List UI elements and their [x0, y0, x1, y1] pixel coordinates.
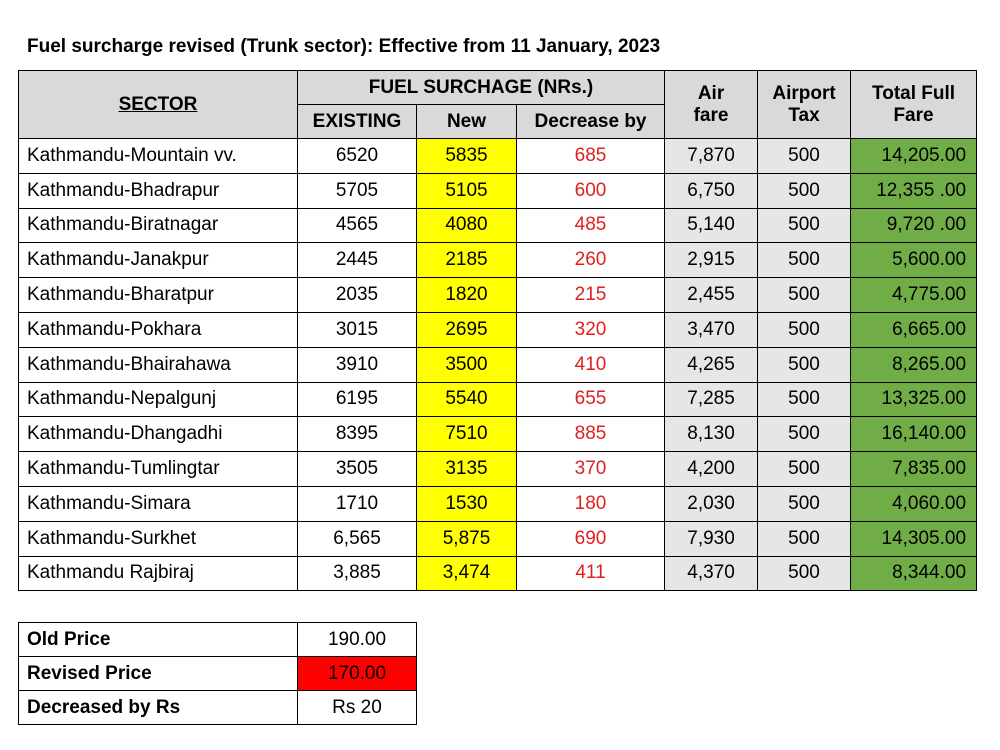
header-sector: SECTOR — [19, 71, 298, 139]
old-price-label: Old Price — [19, 623, 298, 657]
total-cell: 14,305.00 — [851, 521, 977, 556]
new-cell: 3,474 — [417, 556, 517, 591]
page-title: Fuel surcharge revised (Trunk sector): Effective from 11 January, 2023 — [27, 36, 661, 57]
existing-cell: 6520 — [298, 139, 417, 174]
old-price-value: 190.00 — [298, 623, 417, 657]
new-cell: 1530 — [417, 486, 517, 521]
decrease-cell: 370 — [517, 452, 665, 487]
decrease-cell: 411 — [517, 556, 665, 591]
decrease-cell: 685 — [517, 139, 665, 174]
total-cell: 5,600.00 — [851, 243, 977, 278]
table-row — [19, 347, 977, 382]
decrease-cell: 690 — [517, 521, 665, 556]
table-row — [19, 139, 977, 174]
air-fare-cell: 2,915 — [665, 243, 758, 278]
table-row — [19, 278, 977, 313]
air-fare-cell: 2,455 — [665, 278, 758, 313]
new-cell: 3500 — [417, 347, 517, 382]
existing-cell: 3505 — [298, 452, 417, 487]
decrease-cell: 485 — [517, 208, 665, 243]
total-cell: 4,060.00 — [851, 486, 977, 521]
decrease-cell: 260 — [517, 243, 665, 278]
air-fare-cell: 6,750 — [665, 173, 758, 208]
table-row — [19, 312, 977, 347]
table-row — [19, 208, 977, 243]
air-fare-cell: 4,370 — [665, 556, 758, 591]
sector-cell: Kathmandu-Mountain vv. — [19, 139, 298, 174]
sector-cell: Kathmandu-Pokhara — [19, 312, 298, 347]
air-fare-cell: 7,285 — [665, 382, 758, 417]
existing-cell: 6,565 — [298, 521, 417, 556]
fuel-price-table — [18, 622, 417, 725]
total-cell: 6,665.00 — [851, 312, 977, 347]
sector-cell: Kathmandu-Biratnagar — [19, 208, 298, 243]
sector-cell: Kathmandu-Tumlingtar — [19, 452, 298, 487]
tax-cell: 500 — [758, 486, 851, 521]
existing-cell: 6195 — [298, 382, 417, 417]
decrease-cell: 885 — [517, 417, 665, 452]
revised-price-label: Revised Price — [19, 657, 298, 691]
sector-cell: Kathmandu-Dhangadhi — [19, 417, 298, 452]
new-cell: 2185 — [417, 243, 517, 278]
decrease-cell: 180 — [517, 486, 665, 521]
sector-cell: Kathmandu Rajbiraj — [19, 556, 298, 591]
table-row — [19, 452, 977, 487]
existing-cell: 2035 — [298, 278, 417, 313]
table-row — [19, 417, 977, 452]
sector-cell: Kathmandu-Janakpur — [19, 243, 298, 278]
old-price-row — [19, 623, 417, 657]
sector-cell: Kathmandu-Bhairahawa — [19, 347, 298, 382]
decrease-cell: 215 — [517, 278, 665, 313]
total-cell: 7,835.00 — [851, 452, 977, 487]
decreased-row — [19, 691, 417, 725]
existing-cell: 8395 — [298, 417, 417, 452]
sector-cell: Kathmandu-Surkhet — [19, 521, 298, 556]
header-total-fare: Total Full Fare — [851, 71, 977, 139]
total-cell: 9,720 .00 — [851, 208, 977, 243]
new-cell: 5540 — [417, 382, 517, 417]
sector-cell: Kathmandu-Simara — [19, 486, 298, 521]
tax-cell: 500 — [758, 278, 851, 313]
tax-cell: 500 — [758, 139, 851, 174]
existing-cell: 5705 — [298, 173, 417, 208]
tax-cell: 500 — [758, 521, 851, 556]
tax-cell: 500 — [758, 243, 851, 278]
new-cell: 5,875 — [417, 521, 517, 556]
total-cell: 13,325.00 — [851, 382, 977, 417]
table-row — [19, 243, 977, 278]
existing-cell: 3910 — [298, 347, 417, 382]
fuel-surcharge-table — [18, 70, 977, 591]
new-cell: 5105 — [417, 173, 517, 208]
revised-price-value: 170.00 — [298, 657, 417, 691]
existing-cell: 4565 — [298, 208, 417, 243]
air-fare-cell: 7,870 — [665, 139, 758, 174]
total-cell: 8,344.00 — [851, 556, 977, 591]
decreased-value: Rs 20 — [298, 691, 417, 725]
table-row — [19, 521, 977, 556]
new-cell: 3135 — [417, 452, 517, 487]
tax-cell: 500 — [758, 312, 851, 347]
new-cell: 7510 — [417, 417, 517, 452]
air-fare-cell: 4,200 — [665, 452, 758, 487]
new-cell: 4080 — [417, 208, 517, 243]
tax-cell: 500 — [758, 556, 851, 591]
new-cell: 5835 — [417, 139, 517, 174]
total-cell: 14,205.00 — [851, 139, 977, 174]
sector-cell: Kathmandu-Bharatpur — [19, 278, 298, 313]
table-row — [19, 486, 977, 521]
header-new: New — [417, 105, 517, 139]
air-fare-cell: 4,265 — [665, 347, 758, 382]
header-airport-tax: Airport Tax — [758, 71, 851, 139]
air-fare-cell: 7,930 — [665, 521, 758, 556]
decrease-cell: 410 — [517, 347, 665, 382]
decrease-cell: 600 — [517, 173, 665, 208]
tax-cell: 500 — [758, 417, 851, 452]
sector-cell: Kathmandu-Bhadrapur — [19, 173, 298, 208]
existing-cell: 1710 — [298, 486, 417, 521]
existing-cell: 3,885 — [298, 556, 417, 591]
total-cell: 16,140.00 — [851, 417, 977, 452]
existing-cell: 2445 — [298, 243, 417, 278]
table-row — [19, 556, 977, 591]
air-fare-cell: 5,140 — [665, 208, 758, 243]
tax-cell: 500 — [758, 347, 851, 382]
header-existing: EXISTING — [298, 105, 417, 139]
new-cell: 2695 — [417, 312, 517, 347]
tax-cell: 500 — [758, 382, 851, 417]
new-cell: 1820 — [417, 278, 517, 313]
header-air-fare: Air fare — [665, 71, 758, 139]
header-fuel-surcharge: FUEL SURCHAGE (NRs.) — [298, 71, 665, 105]
air-fare-cell: 2,030 — [665, 486, 758, 521]
tax-cell: 500 — [758, 173, 851, 208]
total-cell: 12,355 .00 — [851, 173, 977, 208]
decreased-label: Decreased by Rs — [19, 691, 298, 725]
header-decrease-by: Decrease by — [517, 105, 665, 139]
decrease-cell: 655 — [517, 382, 665, 417]
existing-cell: 3015 — [298, 312, 417, 347]
air-fare-cell: 3,470 — [665, 312, 758, 347]
tax-cell: 500 — [758, 208, 851, 243]
table-row — [19, 382, 977, 417]
table-row — [19, 173, 977, 208]
total-cell: 8,265.00 — [851, 347, 977, 382]
sector-cell: Kathmandu-Nepalgunj — [19, 382, 298, 417]
air-fare-cell: 8,130 — [665, 417, 758, 452]
tax-cell: 500 — [758, 452, 851, 487]
decrease-cell: 320 — [517, 312, 665, 347]
revised-price-row — [19, 657, 417, 691]
total-cell: 4,775.00 — [851, 278, 977, 313]
